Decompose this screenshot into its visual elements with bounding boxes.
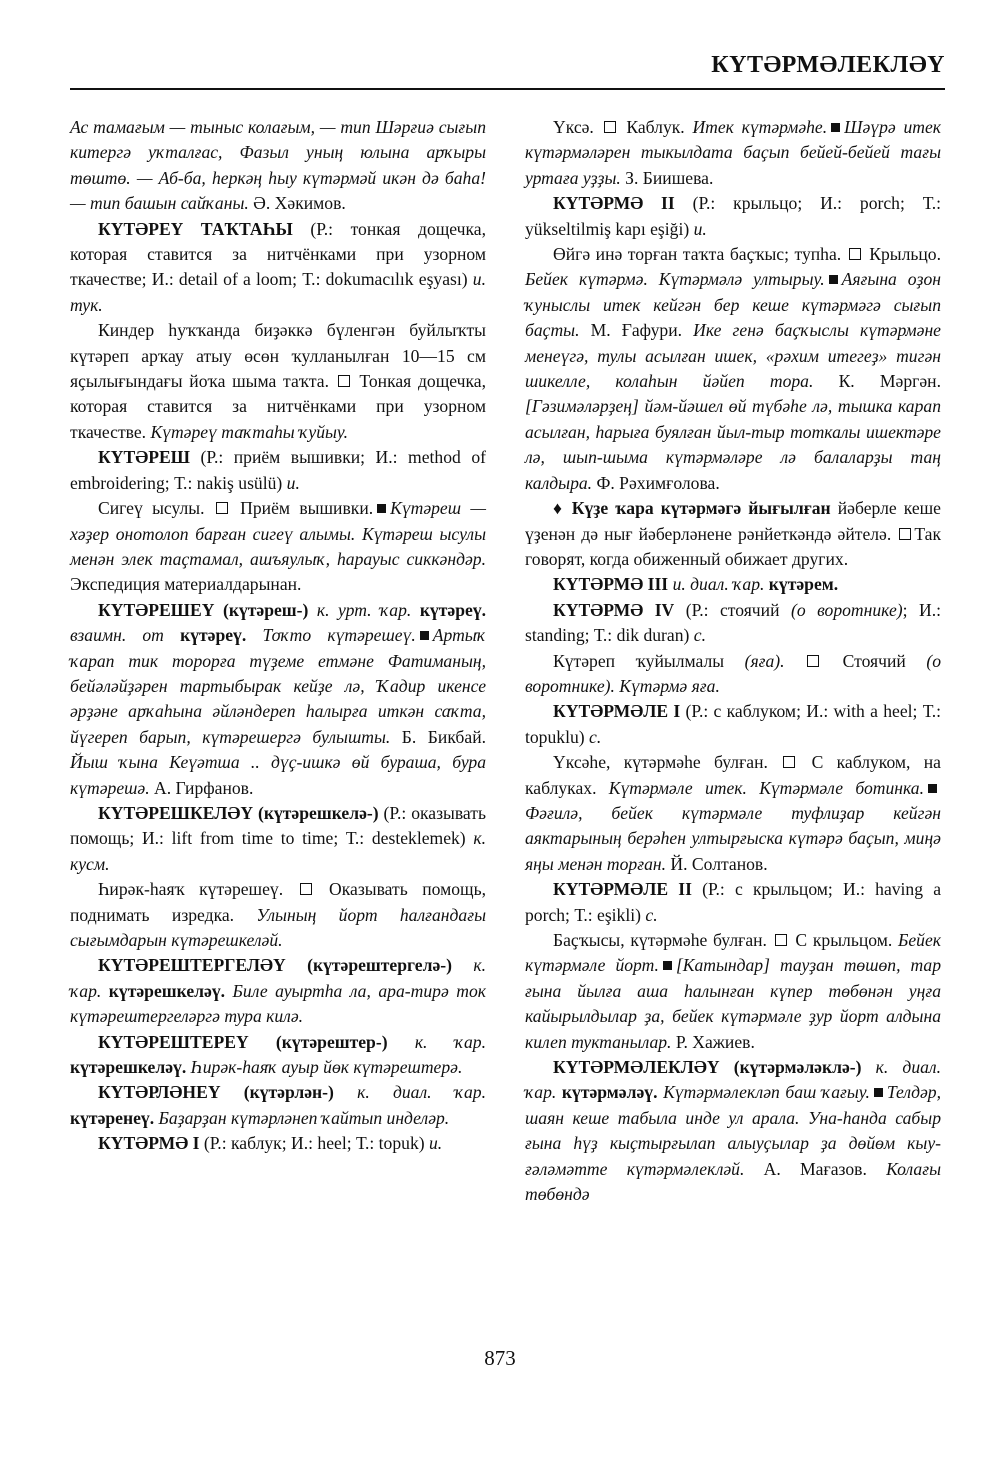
right-column [525, 115, 941, 1207]
entry-paragraph: КҮТӘРМӘ III и. диал. ҡар. күтәрем. [553, 574, 839, 595]
entry-paragraph: КҮТӘРЕШТЕРГЕЛӘҮ (күтәрештергелә-) к. ҡар. күтәрешкеләү. Биле ауыртһа ла, ара-тирә ток күтәрештергеләргә тура килә. [70, 955, 486, 1027]
entry-paragraph: Үксәһе, күтәрмәһе булған. С каблуком, на каблуках. Күтәрмәле итек. Күтәрмәле ботинка.Фәғилә, бейек күтәрмәле туфлиҙар кейгән аяктарының берәһен ултырғыска күтәрә баҫып, миңә яңы менән торған. Й. Солтанов. [525, 752, 941, 874]
entry-paragraph: ♦ Күҙе ҡара күтәрмәгә йығылған йәберле кеше үҙенән дә нығ йәберләнене рәнйеткәндә әйтелә. Так говорят, когда обиженный обижает других. [525, 498, 941, 569]
square-bullet-icon [663, 961, 672, 970]
box-icon [338, 375, 350, 387]
running-header [70, 48, 945, 90]
box-icon [899, 528, 911, 540]
box-icon [849, 248, 861, 260]
headword: КҮТӘРМӘЛЕ II [553, 879, 692, 900]
headword: КҮТӘРЕШ [98, 447, 190, 468]
entry-paragraph: КҮТӘРЕШЕҮ (күтәреш-) к. урт. ҡар. күтәреү. взаимн. от күтәреү. Тоҡто күтәрешеү. Артыҡ ҡарап тик торорға түҙеме етмәне Фатиманың, бейәләйҙәрен тартыбырак кейҙе лә, Ҡадир икенсе әрҙәне арҡаһына әйләндереп һалырға иткән саҡта, йүгереп барып, күтәрешергә булышты. Б. Бикбай. Йыш ҡына Кеүәтша .. дүҫ-ишкә өй бураша, бура күтәрешә. А. Гирфанов. [70, 599, 487, 798]
box-icon [807, 655, 819, 667]
entry-paragraph: Ас тамағым — тыныс колағым, — тип Шәрғиә сығып китергә уҡталғас, Фазыл уның юлына арҡыры төштө. — Аб-ба, һеркәң һыу күтәрмәй икән дә баһа! — тип башын сайҡаны. Ә. Хәкимов. [70, 117, 486, 214]
entry-paragraph: КҮТӘРМӘ II (Р.: крыльцо; И.: porch; Т.: yükseltilmiş kapı eşiği) и. [525, 193, 941, 239]
headword: КҮТӘРЕШТЕРЕҮ (күтәрештер-) [98, 1031, 388, 1052]
entry-paragraph: Баҫҡысы, күтәрмәһе булған. С крыльцом. Бейек күтәрмәле йорт. [Катындар] тауҙан төшөп, тар ғына йылға аша һалынған күпер төбөнән уңға кайырылдылар ҙа, бейек күтәрмәле ҙур йорт алдына килеп туктанылар. Р. Хажиев. [525, 930, 942, 1052]
headword: КҮТӘРЕҮ ТАҠТАҺЫ [98, 218, 293, 239]
headword: КҮТӘРЕШТЕРГЕЛӘҮ (күтәрештергелә-) [98, 955, 452, 976]
headword: КҮТӘРЛӘНЕҮ (күтәрлән-) [98, 1082, 334, 1103]
entry-paragraph: КҮТӘРЕШ (Р.: приём вышивки; И.: method of embroidering; Т.: nakiş usülü) и. [70, 447, 486, 493]
square-bullet-icon [829, 275, 838, 284]
entry-paragraph: КҮТӘРМӘ I (Р.: каблук; И.: heel; Т.: topuk) и. [98, 1133, 443, 1154]
square-bullet-icon [874, 1088, 883, 1097]
left-column [70, 115, 486, 1157]
entry-paragraph: Күтәреп ҡуйылмалы (яға). Стоячий (о воротнике). Күтәрмә яға. [525, 650, 941, 696]
headword: КҮТӘРЕШКЕЛӘҮ (күтәрешкелә-) [98, 802, 379, 823]
header-title: КҮТӘРМӘЛЕКЛӘҮ [711, 52, 945, 78]
box-icon [783, 756, 795, 768]
box-icon [216, 502, 228, 514]
square-bullet-icon [928, 784, 937, 793]
entry-paragraph: КҮТӘРЕШКЕЛӘҮ (күтәрешкелә-) (Р.: оказывать помощь; И.: lift from time to time; Т.: desteklemek) к. кусм. [70, 802, 486, 874]
square-bullet-icon [377, 504, 386, 513]
box-icon [604, 121, 616, 133]
headword: КҮТӘРМӘЛЕ I [553, 701, 681, 722]
square-bullet-icon [831, 123, 840, 132]
page-number: 873 [484, 1346, 516, 1370]
entry-paragraph: КҮТӘРМӘЛЕ I (Р.: с каблуком; И.: with a heel; Т.: topuklu) с. [525, 701, 941, 747]
idiom: ♦ Күҙе ҡара күтәрмәгә йығылған [553, 498, 831, 519]
entry-paragraph: КҮТӘРЛӘНЕҮ (күтәрлән-) к. диал. ҡар. күтәренеү. Баҙарҙан күтәрләнеп ҡайтып инделәр. [70, 1082, 487, 1128]
entry-paragraph: Өйгә инә торған таҡта баҫҡыс; тупһа. Крыльцо. Бейек күтәрмә. Күтәрмәлә ултырыу. Аяғына оҙон ҡуныслы итек кейгән бер кеше күтәрмәгә сығып баҫты. М. Ғафури. Ике генә баҫҡыслы күтәрмәне менеүгә, тулы асылған ишек, «рәхим итегеҙ» тигән шикелле, колаһын йәйеп тора. К. Мәргән. [Гәзимәләрҙең] йәм-йәшел өй түбәһе лә, тышка карап асылған, һарыға буялған йыл-тыр тоткалы ишектәре лә, шып-шыма күтәрмәләре лә балаларҙы таң калдыра. Ф. Рәхимғолова. [525, 244, 941, 493]
box-icon [775, 934, 787, 946]
headword: КҮТӘРМӘ IV [553, 599, 675, 620]
entry-paragraph: Сигеү ысулы. Приём вышивки. Күтәреш — хәҙер онотолоп барған сигеү алымы. Күтәреш ысулы менән элек таҫтамал, ашъяулыҡ, һарауыс сиккәндәр. Экспедиция материалдарынан. [70, 498, 486, 595]
entry-paragraph: Үксә. Каблук. Итек күтәрмәһе. Шәүрә итек күтәрмәләрен тыкылдата баҫып бейей-бейей тағы уртаға уҙҙы. З. Биишева. [525, 117, 941, 188]
headword: КҮТӘРЕШЕҮ (күтәреш-) [98, 599, 309, 620]
headword: КҮТӘРМӘ II [553, 193, 675, 214]
entry-paragraph: Һирәк-һаяҡ күтәрешеү. Оказывать помощь, поднимать изредка. Улының йорт һалғандағы сығымдарын күтәрешкеләй. [70, 879, 487, 950]
headword: КҮТӘРМӘ III [553, 574, 669, 595]
entry-paragraph: КҮТӘРМӘЛЕ II (Р.: с крыльцом; И.: having a porch; Т.: eşikli) с. [525, 879, 941, 925]
entry-paragraph: Киндер һуҡҡанда биҙәккә бүленгән буйлыҡты күтәреп арҡау атыу өсөн ҡулланылған 10—15 см яҫылығындағы йоҡа шыма таҡта. Тонкая дощечка, которая ставится за нитчёнками при узорном ткачестве. Күтәреү таҡтаһы ҡуйыу. [70, 320, 486, 442]
box-icon [300, 883, 312, 895]
entry-paragraph: КҮТӘРМӘЛЕКЛӘҮ (күтәрмәләклә-) к. диал. ҡар. күтәрмәләү. Күтәрмәлекләп баш ҡағыу. Телдәр, шаян кеше табыла инде ул арала. Уна-һанда сабыр ғына һүҙ кыҫтырғылап алыуҫылар ҙа дөйөм кыу-ғәләмәтте күтәрмәлекләй. А. Мағазов. Колағы төбөндә [525, 1057, 941, 1205]
square-bullet-icon [420, 631, 429, 640]
entry-paragraph: КҮТӘРМӘ IV (Р.: стоячий (о воротнике); И.: standing; Т.: dik duran) с. [525, 599, 941, 646]
entry-paragraph: КҮТӘРЕШТЕРЕҮ (күтәрештер-) к. ҡар. күтәрешкеләү. Һирәк-һаяҡ ауыр йөк күтәрештерә. [70, 1031, 486, 1078]
headword: КҮТӘРМӘЛЕКЛӘҮ (күтәрмәләклә-) [553, 1057, 862, 1078]
headword: КҮТӘРМӘ I [98, 1133, 200, 1154]
entry-paragraph: КҮТӘРЕҮ ТАҠТАҺЫ (Р.: тонкая дощечка, которая ставится за нитчёнками при узорном ткачестве; И.: detail of a loom; Т.: dokumacılık eşyası) и. тук. [70, 218, 486, 315]
